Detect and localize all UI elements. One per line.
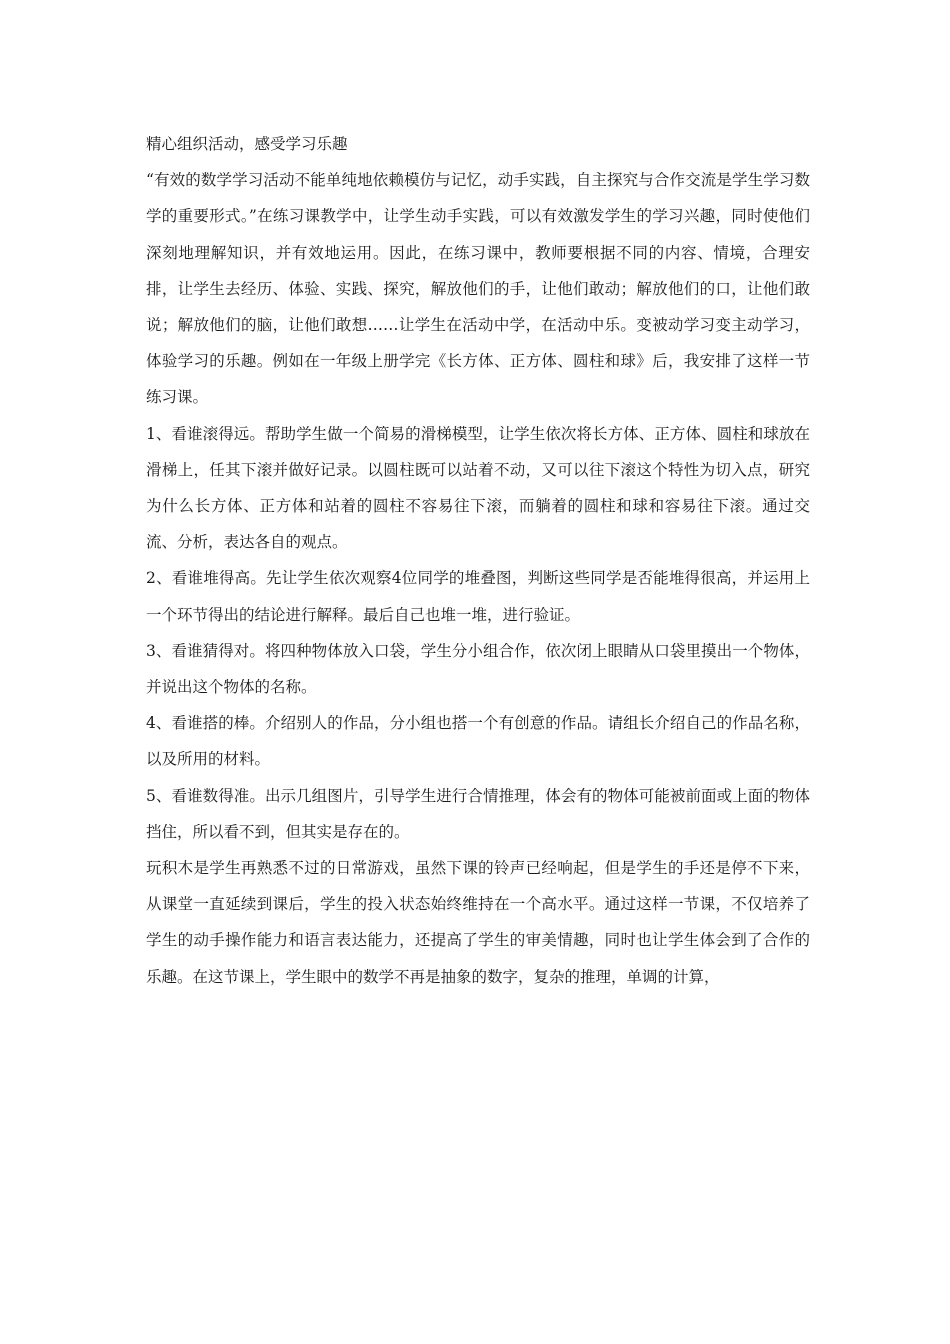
paragraph-conclusion: 玩积木是学生再熟悉不过的日常游戏，虽然下课的铃声已经响起，但是学生的手还是停不下来，从课堂一直延续到课后，学生的投入状态始终维持在一个高水平。通过这样一节课，不仅培养了学生的动手操作能力和语言表达能力，还提高了学生的审美情趣，同时也让学生体会到了合作的乐趣。在这节课上，学生眼中的数学不再是抽象的数字，复杂的推理，单调的计算， xyxy=(146,859,810,986)
paragraph-activity-3: 3、看谁猜得对。将四种物体放入口袋，学生分小组合作，依次闭上眼睛从口袋里摸出一个物体，并说出这个物体的名称。 xyxy=(146,641,810,697)
document-body xyxy=(146,126,810,995)
document-title: 精心组织活动，感受学习乐趣 xyxy=(146,135,348,153)
paragraph-activity-2: 2、看谁堆得高。先让学生依次观察4位同学的堆叠图，判断这些同学是否能堆得很高，并运用上一个环节得出的结论进行解释。最后自己也堆一堆，进行验证。 xyxy=(146,569,810,624)
paragraph-activity-4: 4、看谁搭的棒。介绍别人的作品，分小组也搭一个有创意的作品。请组长介绍自己的作品名称，以及所用的材料。 xyxy=(146,714,810,769)
paragraph-activity-1: 1、看谁滚得远。帮助学生做一个简易的滑梯模型，让学生依次将长方体、正方体、圆柱和球放在滑梯上，任其下滚并做好记录。以圆柱既可以站着不动，又可以往下滚这个特性为切入点，研究为什么长方体、正方体和站着的圆柱不容易往下滚，而躺着的圆柱和球和容易往下滚。通过交流、分析，表达各自的观点。 xyxy=(146,424,810,552)
paragraph-intro: “有效的数学学习活动不能单纯地依赖模仿与记忆，动手实践，自主探究与合作交流是学生学习数学的重要形式。”在练习课教学中，让学生动手实践，可以有效激发学生的学习兴趣，同时使他们深刻地理解知识，并有效地运用。因此，在练习课中，教师要根据不同的内容、情境，合理安排，让学生去经历、体验、实践、探究，解放他们的手，让他们敢动；解放他们的口，让他们敢说；解放他们的脑，让他们敢想……让学生在活动中学，在活动中乐。变被动学习变主动学习，体验学习的乐趣。例如在一年级上册学完《长方体、正方体、圆柱和球》后，我安排了这样一节练习课。 xyxy=(146,171,810,407)
paragraph-activity-5: 5、看谁数得准。出示几组图片，引导学生进行合情推理，体会有的物体可能被前面或上面的物体挡住，所以看不到，但其实是存在的。 xyxy=(146,786,810,841)
